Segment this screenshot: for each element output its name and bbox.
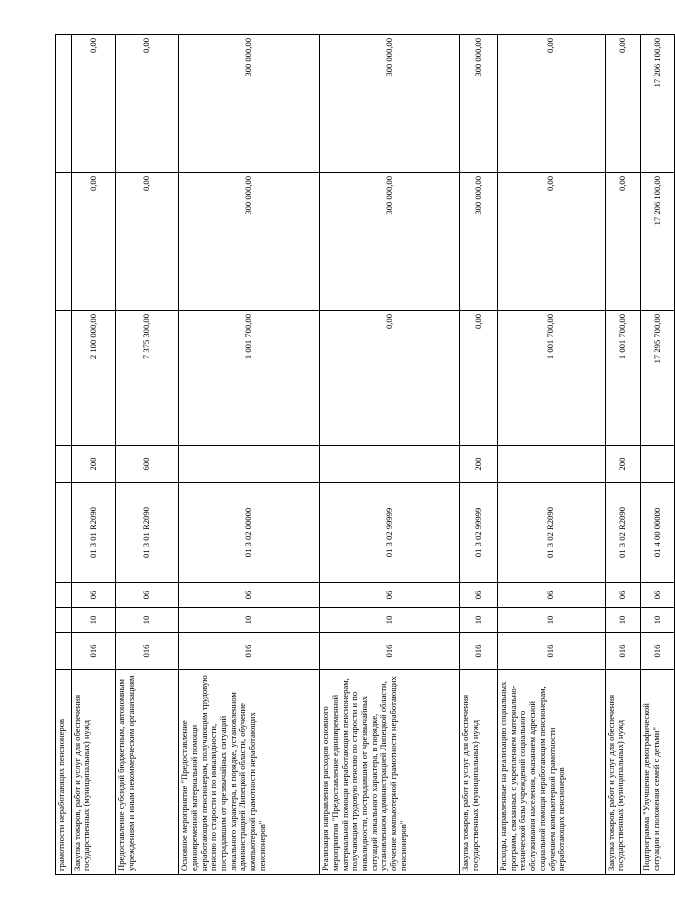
row-csr: 01 3 02 99999 <box>320 483 460 583</box>
row-vr <box>320 446 460 483</box>
row-sum-2: 300 000,00 <box>460 173 498 311</box>
row-rz: 10 <box>641 608 675 633</box>
row-csr <box>56 483 72 583</box>
rotated-page <box>55 35 675 875</box>
table-row <box>641 35 675 875</box>
row-sum-1: 0,00 <box>320 311 460 446</box>
row-csr: 01 3 01 R2090 <box>116 483 179 583</box>
row-pr: 06 <box>179 583 320 608</box>
row-rz <box>56 608 72 633</box>
row-sum-1: 0,00 <box>460 311 498 446</box>
row-name: Закупка товаров, работ и услуг для обеспечения государственных (муниципальных) нужд <box>460 670 498 875</box>
row-sum-1: 1 001 700,00 <box>605 311 641 446</box>
row-sum-2: 300 000,00 <box>320 173 460 311</box>
row-rz: 10 <box>460 608 498 633</box>
row-rz: 10 <box>179 608 320 633</box>
row-csr: 01 3 02 R2090 <box>498 483 605 583</box>
table-row <box>320 35 460 875</box>
row-pr: 06 <box>116 583 179 608</box>
row-sum-1: 17 295 700,00 <box>641 311 675 446</box>
row-rz: 10 <box>498 608 605 633</box>
row-vr <box>179 446 320 483</box>
table-row <box>56 35 72 875</box>
row-sum-3 <box>56 35 72 173</box>
table-row <box>71 35 116 875</box>
row-csr: 01 3 02 00000 <box>179 483 320 583</box>
table-row <box>179 35 320 875</box>
row-rz: 10 <box>71 608 116 633</box>
row-pr: 06 <box>498 583 605 608</box>
row-name: Закупка товаров, работ и услуг для обеспечения государственных (муниципальных) нужд <box>605 670 641 875</box>
row-vr <box>641 446 675 483</box>
row-pr: 06 <box>71 583 116 608</box>
row-vr: 600 <box>116 446 179 483</box>
row-csr: 01 3 01 R2090 <box>71 483 116 583</box>
row-ved: 016 <box>460 633 498 670</box>
row-sum-3: 0,00 <box>71 35 116 173</box>
row-sum-1: 7 375 300,00 <box>116 311 179 446</box>
row-ved: 016 <box>116 633 179 670</box>
row-vr <box>56 446 72 483</box>
row-sum-1: 1 001 700,00 <box>179 311 320 446</box>
row-sum-3: 17 206 100,00 <box>641 35 675 173</box>
row-csr: 01 3 02 R2090 <box>605 483 641 583</box>
row-pr: 06 <box>641 583 675 608</box>
row-name: грамотности неработающих пенсионеров <box>56 670 72 875</box>
row-csr: 01 4 00 00000 <box>641 483 675 583</box>
row-ved: 016 <box>641 633 675 670</box>
row-ved: 016 <box>320 633 460 670</box>
row-ved: 016 <box>71 633 116 670</box>
row-sum-1: 2 100 000,00 <box>71 311 116 446</box>
table-row <box>116 35 179 875</box>
row-sum-1: 1 001 700,00 <box>498 311 605 446</box>
row-sum-3: 0,00 <box>605 35 641 173</box>
row-pr: 06 <box>460 583 498 608</box>
row-ved: 016 <box>179 633 320 670</box>
row-sum-3: 300 000,00 <box>320 35 460 173</box>
row-sum-3: 300 000,00 <box>179 35 320 173</box>
row-sum-3: 0,00 <box>116 35 179 173</box>
row-rz: 10 <box>320 608 460 633</box>
row-sum-2 <box>56 173 72 311</box>
row-sum-2: 0,00 <box>116 173 179 311</box>
row-sum-2: 300 000,00 <box>179 173 320 311</box>
table-row <box>605 35 641 875</box>
table-row <box>460 35 498 875</box>
row-name: Подпрограмма "Улучшение демографической ситуации и положения семей с детьми" <box>641 670 675 875</box>
row-sum-2: 0,00 <box>71 173 116 311</box>
budget-table <box>55 34 675 875</box>
row-name: Закупка товаров, работ и услуг для обеспечения государственных (муниципальных) нужд <box>71 670 116 875</box>
row-ved <box>56 633 72 670</box>
row-name: Реализация направления расходов основного мероприятия "Предоставление единовременной материальной помощи неработающим пенсионерам, получающим трудовую пенсию по старости и по инвалидности, пострадавшим от чрезвычайных ситуаций локального характера, в порядке, установленном администрацией Липецкой области, обучение компьютерной грамотности неработающих пенсионеров" <box>320 670 460 875</box>
row-vr <box>498 446 605 483</box>
row-name: Расходы, направленные на реализацию социальных программ, связанных с укреплением материально-технической базы учреждений социального обслуживания населения, оказанием адресной социальной помощи неработающим пенсионерам, обучением компьютерной грамотности неработающих пенсионеров <box>498 670 605 875</box>
row-vr: 200 <box>71 446 116 483</box>
row-sum-1 <box>56 311 72 446</box>
row-sum-2: 17 206 100,00 <box>641 173 675 311</box>
row-vr: 200 <box>460 446 498 483</box>
row-name: Предоставление субсидий бюджетным, автономным учреждениям и иным некоммерческим организациям <box>116 670 179 875</box>
row-rz: 10 <box>605 608 641 633</box>
row-ved: 016 <box>498 633 605 670</box>
row-name: Основное мероприятие "Предоставление единовременной материальной помощи неработающим пенсионерам, получающим трудовую пенсию по старости и по инвалидности, пострадавшим от чрезвычайных ситуаций локального характера, в порядке, установленном администрацией Липецкой области, обучение компьютерной грамотности неработающих пенсионеров" <box>179 670 320 875</box>
row-sum-2: 0,00 <box>498 173 605 311</box>
row-csr: 01 3 02 99999 <box>460 483 498 583</box>
row-rz: 10 <box>116 608 179 633</box>
row-sum-3: 300 000,00 <box>460 35 498 173</box>
row-pr <box>56 583 72 608</box>
row-pr: 06 <box>605 583 641 608</box>
row-ved: 016 <box>605 633 641 670</box>
table-row <box>498 35 605 875</box>
row-vr: 200 <box>605 446 641 483</box>
row-sum-3: 0,00 <box>498 35 605 173</box>
row-sum-2: 0,00 <box>605 173 641 311</box>
row-pr: 06 <box>320 583 460 608</box>
